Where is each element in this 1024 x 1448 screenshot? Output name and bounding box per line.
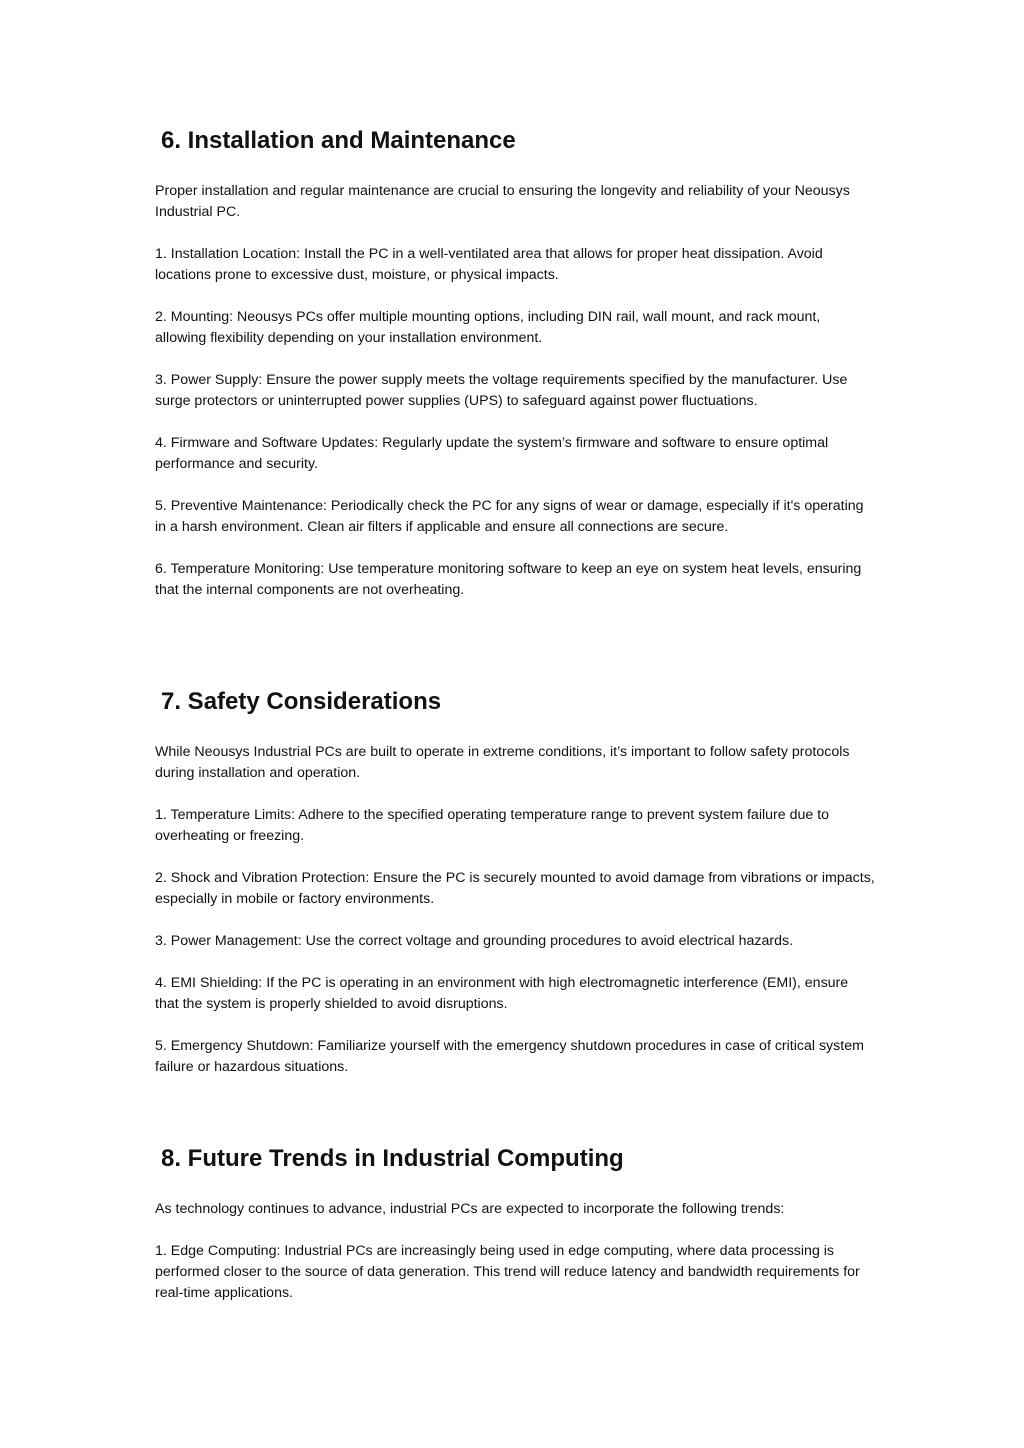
paragraph: While Neousys Industrial PCs are built to operate in extreme conditions, it’s important to follow safety protocols during installation and operation. <box>155 744 850 781</box>
section-heading: 7. Safety Considerations <box>161 688 442 715</box>
section-heading: 6. Installation and Maintenance <box>161 127 516 154</box>
paragraph: 5. Emergency Shutdown: Familiarize yourself with the emergency shutdown procedures in case of critical system failure or hazardous situations. <box>155 1038 864 1075</box>
paragraph: 5. Preventive Maintenance: Periodically check the PC for any signs of wear or damage, especially if it's operating in a harsh environment. Clean air filters if applicable and ensure all connections are secure. <box>155 498 864 535</box>
section-safety-considerations <box>155 686 875 1078</box>
paragraph: 1. Installation Location: Install the PC in a well-ventilated area that allows for proper heat dissipation. Avoid locations prone to excessive dust, moisture, or physical impacts. <box>155 246 823 283</box>
paragraph: As technology continues to advance, industrial PCs are expected to incorporate the following trends: <box>155 1201 785 1217</box>
paragraph: 4. EMI Shielding: If the PC is operating in an environment with high electromagnetic interference (EMI), ensure that the system is properly shielded to avoid disruptions. <box>155 975 849 1012</box>
section-installation-maintenance <box>155 125 875 601</box>
section-heading: 8. Future Trends in Industrial Computing <box>161 1145 624 1172</box>
paragraph: 4. Firmware and Software Updates: Regularly update the system’s firmware and software to ensure optimal performance and security. <box>155 435 829 472</box>
paragraph: Proper installation and regular maintenance are crucial to ensuring the longevity and reliability of your Neousys Industrial PC. <box>155 183 850 220</box>
paragraph: 2. Mounting: Neousys PCs offer multiple mounting options, including DIN rail, wall mount, and rack mount, allowing flexibility depending on your installation environment. <box>155 309 821 346</box>
paragraph: 3. Power Management: Use the correct voltage and grounding procedures to avoid electrical hazards. <box>155 933 794 949</box>
section-future-trends <box>155 1143 875 1304</box>
paragraph: 6. Temperature Monitoring: Use temperature monitoring software to keep an eye on system heat levels, ensuring that the internal components are not overheating. <box>155 561 862 598</box>
paragraph: 3. Power Supply: Ensure the power supply meets the voltage requirements specified by the manufacturer. Use surge protectors or uninterrupted power supplies (UPS) to safeguard against power fluctuations. <box>155 372 848 409</box>
paragraph: 1. Temperature Limits: Adhere to the specified operating temperature range to prevent system failure due to overheating or freezing. <box>155 807 830 844</box>
paragraph: 2. Shock and Vibration Protection: Ensure the PC is securely mounted to avoid damage from vibrations or impacts, especially in mobile or factory environments. <box>155 870 875 907</box>
paragraph: 1. Edge Computing: Industrial PCs are increasingly being used in edge computing, where data processing is performed closer to the source of data generation. This trend will reduce latency and bandwidth requirements for real-time applications. <box>155 1243 860 1301</box>
